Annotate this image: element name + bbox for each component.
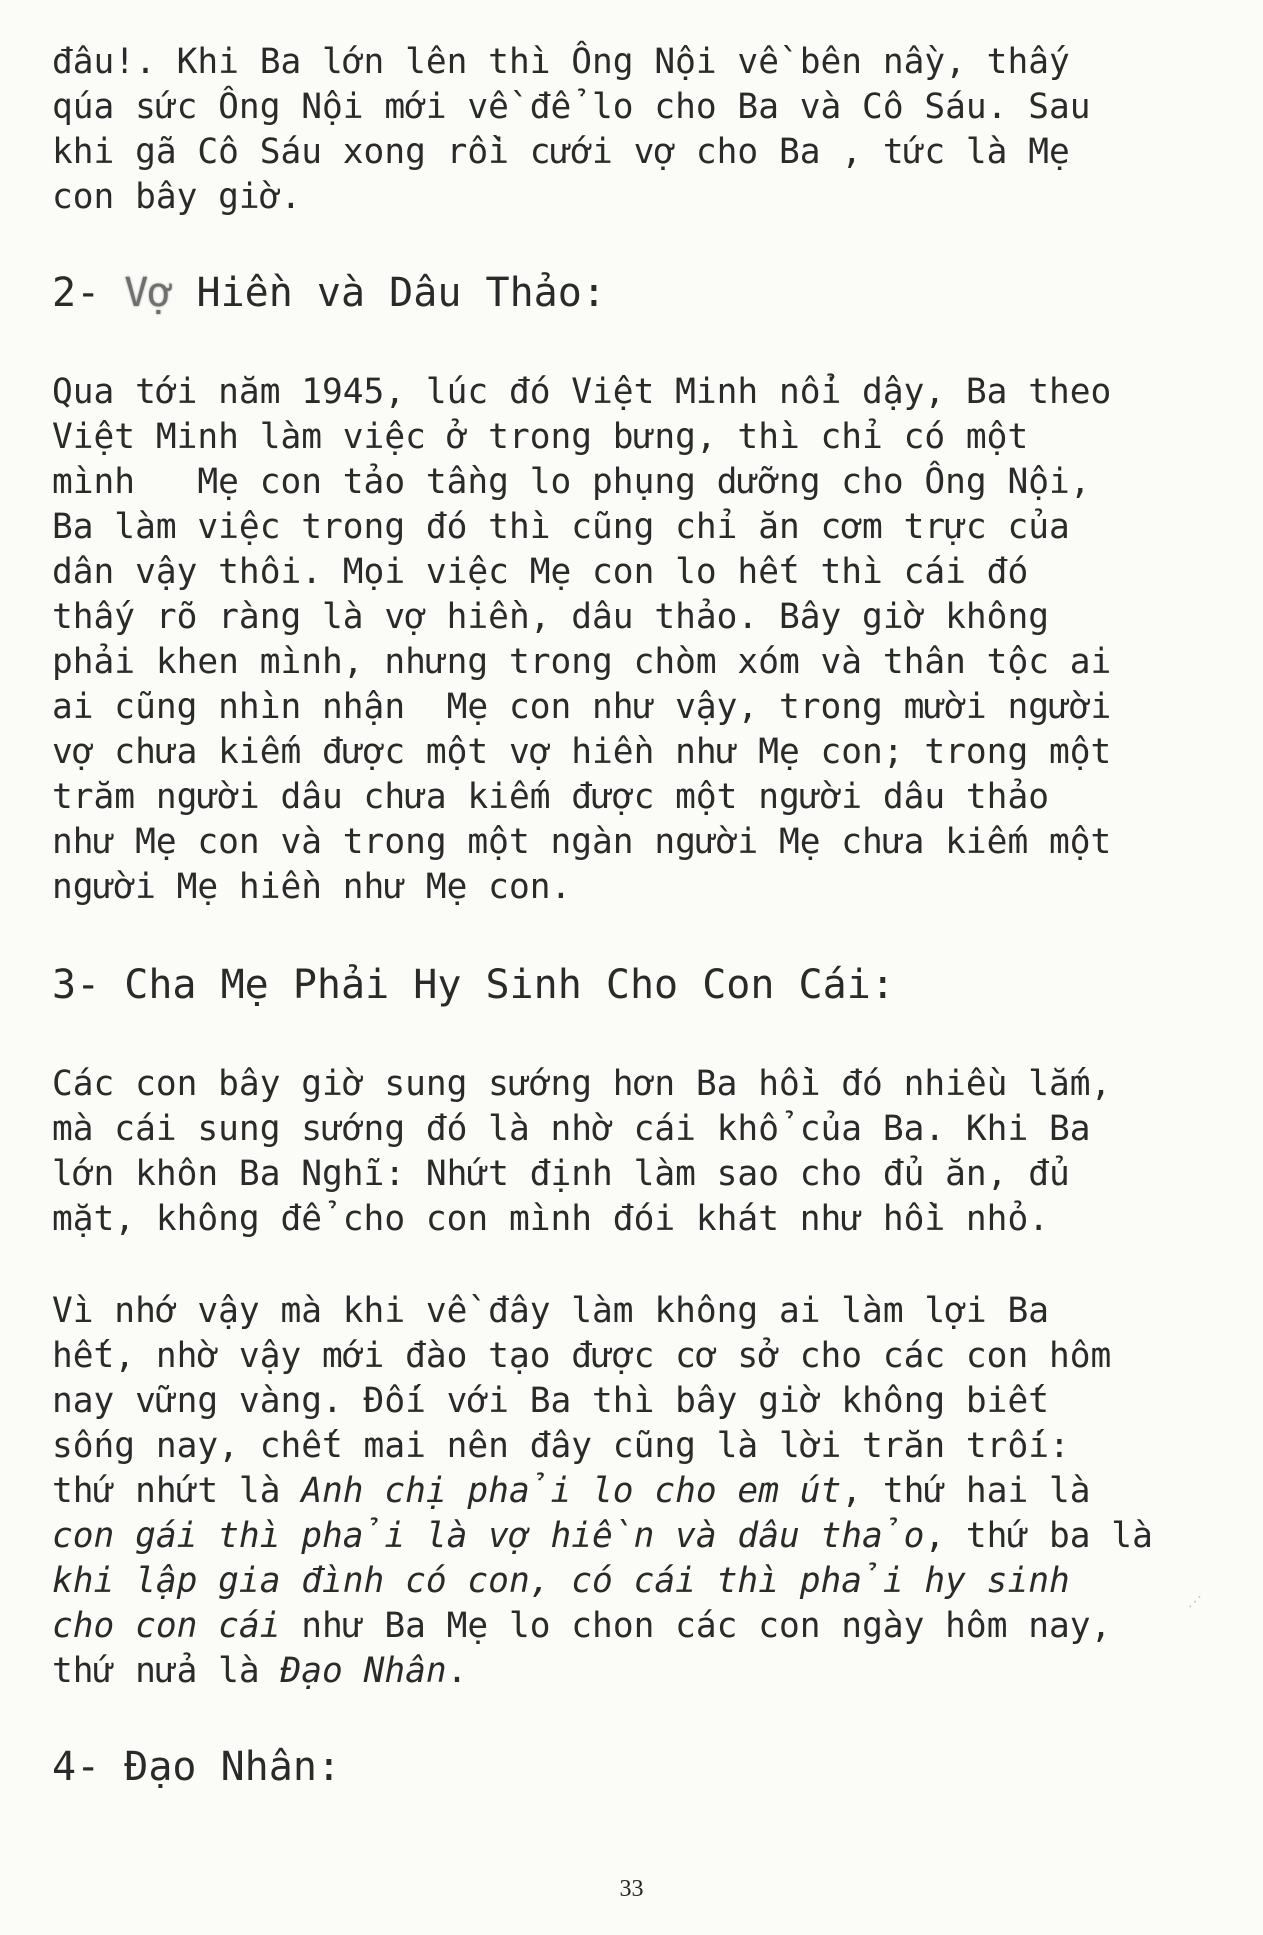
section-3-p2-line-1: Vì nhớ vậy mà khi về đây làm không ai làm lợi Ba [52,1291,1049,1331]
text-run: thứ nửa là [52,1651,281,1691]
text-run: , thứ ba là [924,1516,1153,1556]
text-run: . [446,1651,468,1691]
section-3-p1-line-4: mặt, không để cho con mình đói khát như hồi nhỏ. [52,1199,1049,1239]
section-2-line-2: Việt Minh làm việc ở trong bưng, thì chỉ có một [52,417,1029,457]
section-3-heading: 3- Cha Mẹ Phải Hy Sinh Cho Con Cái: [52,962,895,1008]
text-run: , thứ hai là [841,1471,1091,1511]
section-2-line-5: dân vậy thôi. Mọi việc Mẹ con lo hết thì cái đó [52,552,1029,592]
section-2-line-1: Qua tới năm 1945, lúc đó Việt Minh nổi dậy, Ba theo [52,372,1112,412]
italic-phrase: cho con cái [52,1606,281,1646]
italic-phrase: Anh chị phải lo cho em út [301,1471,842,1511]
italic-phrase: con gái thì phải là vợ hiền và dâu thảo [52,1516,925,1556]
intro-line-1: đâu!. Khi Ba lớn lên thì Ông Nội về bên nầy, thấy [52,42,1070,82]
section-2-line-3: mình Mẹ con tảo tầng lo phụng dưỡng cho Ông Nội, [52,462,1091,502]
section-3-p2-line-4: sống nay, chết mai nên đây cũng là lời trăn trối: [52,1426,1070,1466]
intro-line-3: khi gã Cô Sáu xong rồi cưới vợ cho Ba , tức là Mẹ [52,132,1070,172]
section-3-p2-line-9 [52,1649,467,1694]
italic-phrase: khi lập gia đình có con, có cái thì phải hy sinh [52,1561,1070,1601]
italic-phrase: Đạo Nhân [280,1651,447,1691]
section-3-p1-line-2: mà cái sung sướng đó là nhờ cái khổ của Ba. Khi Ba [52,1109,1091,1149]
section-2-line-9: vợ chưa kiếm được một vợ hiền như Mẹ con; trong một [52,732,1112,772]
section-2-line-7: phải khen mình, nhưng trong chòm xóm và thân tộc ai [52,642,1112,682]
section-3-p2-line-5 [52,1469,1091,1514]
section-3-p1-line-3: lớn khôn Ba Nghĩ: Nhứt định làm sao cho đủ ăn, đủ [52,1154,1070,1194]
section-2-line-12: người Mẹ hiền như Mẹ con. [52,867,572,907]
text-run: như Ba Mẹ lo chon các con ngày hôm nay, [280,1606,1112,1646]
section-4-heading: 4- Đạo Nhân: [52,1744,341,1790]
scan-speck: ⋰ [1188,1594,1202,1610]
section-3-p2-line-7 [52,1559,1070,1604]
section-3-p2-line-6 [52,1514,1153,1559]
intro-line-4: con bây giờ. [52,177,302,217]
section-2-line-4: Ba làm việc trong đó thì cũng chỉ ăn cơm trực của [52,507,1070,547]
section-2-line-10: trăm người dâu chưa kiếm được một người dâu thảo [52,777,1049,817]
section-3-p1-line-1: Các con bây giờ sung sướng hơn Ba hồi đó nhiều lắm, [52,1064,1112,1104]
section-2-line-11: như Mẹ con và trong một ngàn người Mẹ chưa kiếm một [52,822,1112,862]
section-2-title: Hiền và Dâu Thảo: [172,270,606,316]
section-2-smudged-word: Vợ [124,270,173,316]
section-2-line-6: thấy rõ ràng là vợ hiền, dâu thảo. Bây giờ không [52,597,1049,637]
section-3-p2-line-8 [52,1604,1111,1649]
section-2-line-8: ai cũng nhìn nhận Mẹ con như vậy, trong mười người [52,687,1112,727]
section-2-heading [52,268,606,318]
section-3-p2-line-2: hết, nhờ vậy mới đào tạo được cơ sở cho các con hôm [52,1336,1112,1376]
section-3-p2-line-3: nay vững vàng. Đối với Ba thì bây giờ không biết [52,1381,1049,1421]
intro-line-2: qúa sức Ông Nội mới về để lo cho Ba và Cô Sáu. Sau [52,87,1091,127]
text-run: thứ nhứt là [52,1471,302,1511]
page-number: 33 [619,1876,644,1902]
section-2-number: 2- [52,270,125,316]
